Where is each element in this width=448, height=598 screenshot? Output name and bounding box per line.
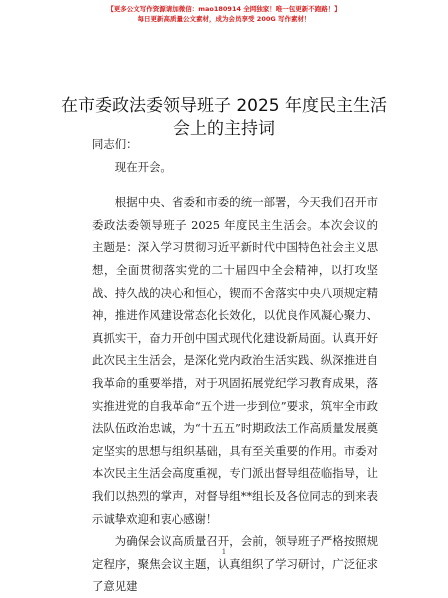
promo-banner-line-2: 每日更新高质量公文素材，成为会员享受 200G 写作素材！ [137,15,311,23]
body-paragraph-1: 根据中央、省委和市委的统一部署，今天我们召开市委政法委领导班子 2025 年度民主生活会。本次会议的主题是：深入学习贯彻习近平新时代中国特色社会主义思想，全面贯彻落实党的二十届四中全会精神，以打攻坚战、持久战的决心和恒心，锲而不舍落实中央八项规定精神，推进作风建设常态化长效化，以优良作风凝心聚力、真抓实干，奋力开创中国式现代化建设新局面。认真开好此次民主生活会，是深化党内政治生活实践、纵深推进自我革命的重要举措，对于巩固拓展党纪学习教育成果，落实推进党的自我革命“五个进一步到位”要求，筑牢全市政法队伍政治忠诚，为“十五五”时期政法工作高质量发展奠定坚实的思想与组织基础，具有至关重要的作用。市委对本次民主生活会高度重视，专门派出督导组莅临指导，让我们以热烈的掌声，对督导组**组长及各位同志的到来表示诚挚欢迎和衷心感谢！ [92,195,378,526]
page-number: 1 [221,548,227,556]
body-paragraph-2: 为确保会议高质量召开，会前，领导班子严格按照规定程序，聚焦会议主题，认真组织了学习研讨，广泛征求了意见建 [92,534,378,594]
opening-line: 现在开会。 [114,159,172,174]
promo-banner-line-1: 【更多公文写作资源请加微信：mao180914 全网独家！唯一包更新不跑路！】 [107,5,341,13]
salutation: 同志们： [92,137,138,151]
document-title: 在市委政法委领导班子 2025 年度民主生活会上的主持词 [60,96,388,140]
promo-banner [0,4,448,24]
document-body [92,133,378,598]
